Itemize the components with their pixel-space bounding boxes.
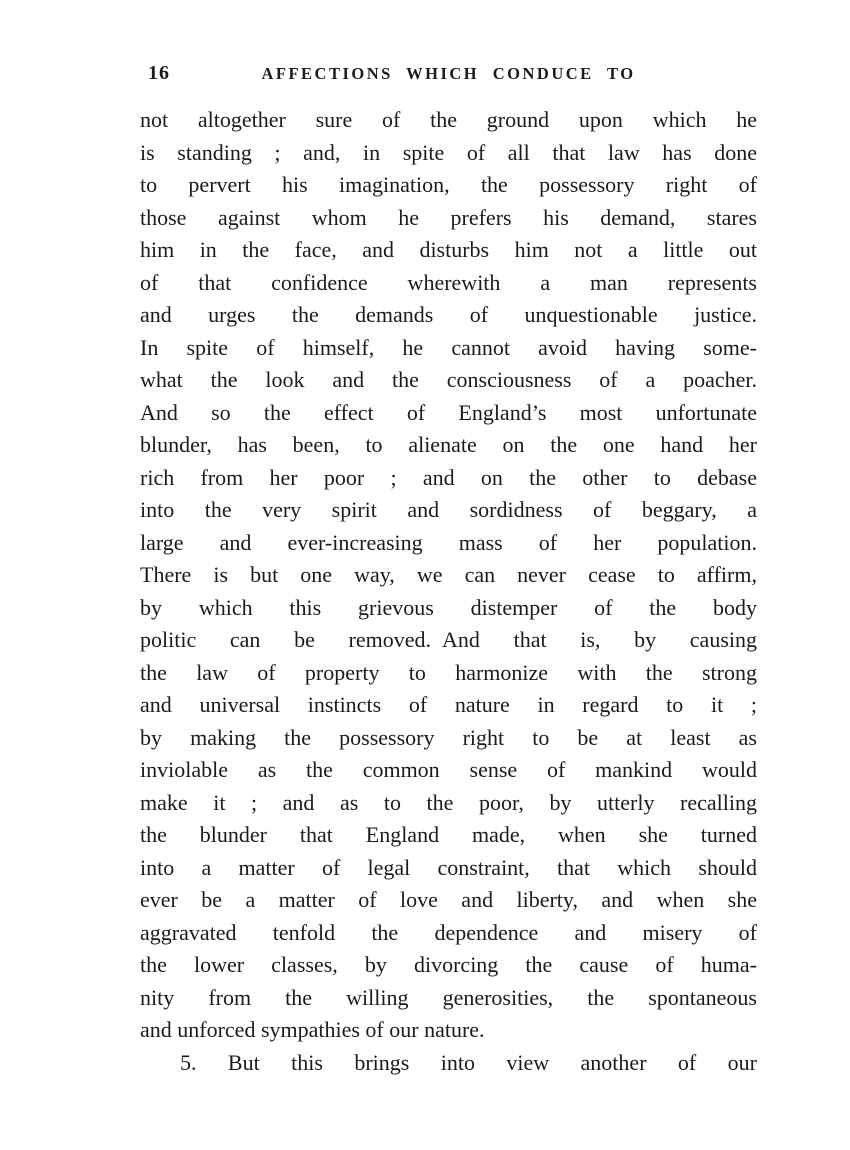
body-line: the blunder that England made, when she turned (140, 822, 757, 847)
page-header (140, 62, 757, 88)
text-block (140, 104, 757, 1079)
body-line: And so the effect of England’s most unfortunate (140, 399, 757, 425)
body-line: by which this grievous distemper of the body (140, 594, 757, 620)
body-line: to pervert his imagination, the possessory right of (140, 172, 757, 197)
body-line: him in the face, and disturbs him not a little out (140, 237, 757, 262)
body-line: into a matter of legal constraint, that which should (140, 854, 757, 880)
running-header: AFFECTIONS WHICH CONDUCE TO (261, 64, 636, 83)
body-line: by making the possessory right to be at least as (140, 724, 757, 750)
body-line: ever be a matter of love and liberty, and when she (140, 887, 757, 912)
body-line: nity from the willing generosities, the spontaneous (140, 984, 757, 1010)
body-line: politic can be removed. And that is, by causing (140, 627, 757, 652)
page-number: 16 (148, 62, 170, 84)
body-line: and urges the demands of unquestionable justice. (140, 302, 757, 327)
body-line: those against whom he prefers his demand, stares (140, 204, 757, 230)
body-line: inviolable as the common sense of mankind would (140, 757, 757, 782)
body-line: what the look and the consciousness of a poacher. (140, 367, 757, 392)
body-line: into the very spirit and sordidness of beggary, a (140, 497, 757, 522)
body-line: There is but one way, we can never cease to affirm, (140, 562, 757, 587)
body-line: make it ; and as to the poor, by utterly recalling (140, 789, 757, 815)
body-line: In spite of himself, he cannot avoid having some- (140, 334, 757, 360)
body-line: 5. But this brings into view another of our (180, 1049, 757, 1075)
body-line: rich from her poor ; and on the other to debase (140, 464, 757, 490)
body-line: aggravated tenfold the dependence and misery of (140, 919, 757, 945)
body-line: large and ever-increasing mass of her population. (140, 529, 757, 555)
body-line: the lower classes, by divorcing the cause of huma- (140, 952, 757, 977)
body-line: the law of property to harmonize with the strong (140, 659, 757, 685)
body-line: is standing ; and, in spite of all that law has done (140, 139, 757, 165)
body-line: and unforced sympathies of our nature. (140, 1017, 485, 1042)
body-line: and universal instincts of nature in regard to it ; (140, 692, 757, 717)
body-line: not altogether sure of the ground upon which he (140, 107, 757, 132)
body-line: blunder, has been, to alienate on the one hand her (140, 432, 757, 457)
body-line: of that confidence wherewith a man represents (140, 269, 757, 295)
